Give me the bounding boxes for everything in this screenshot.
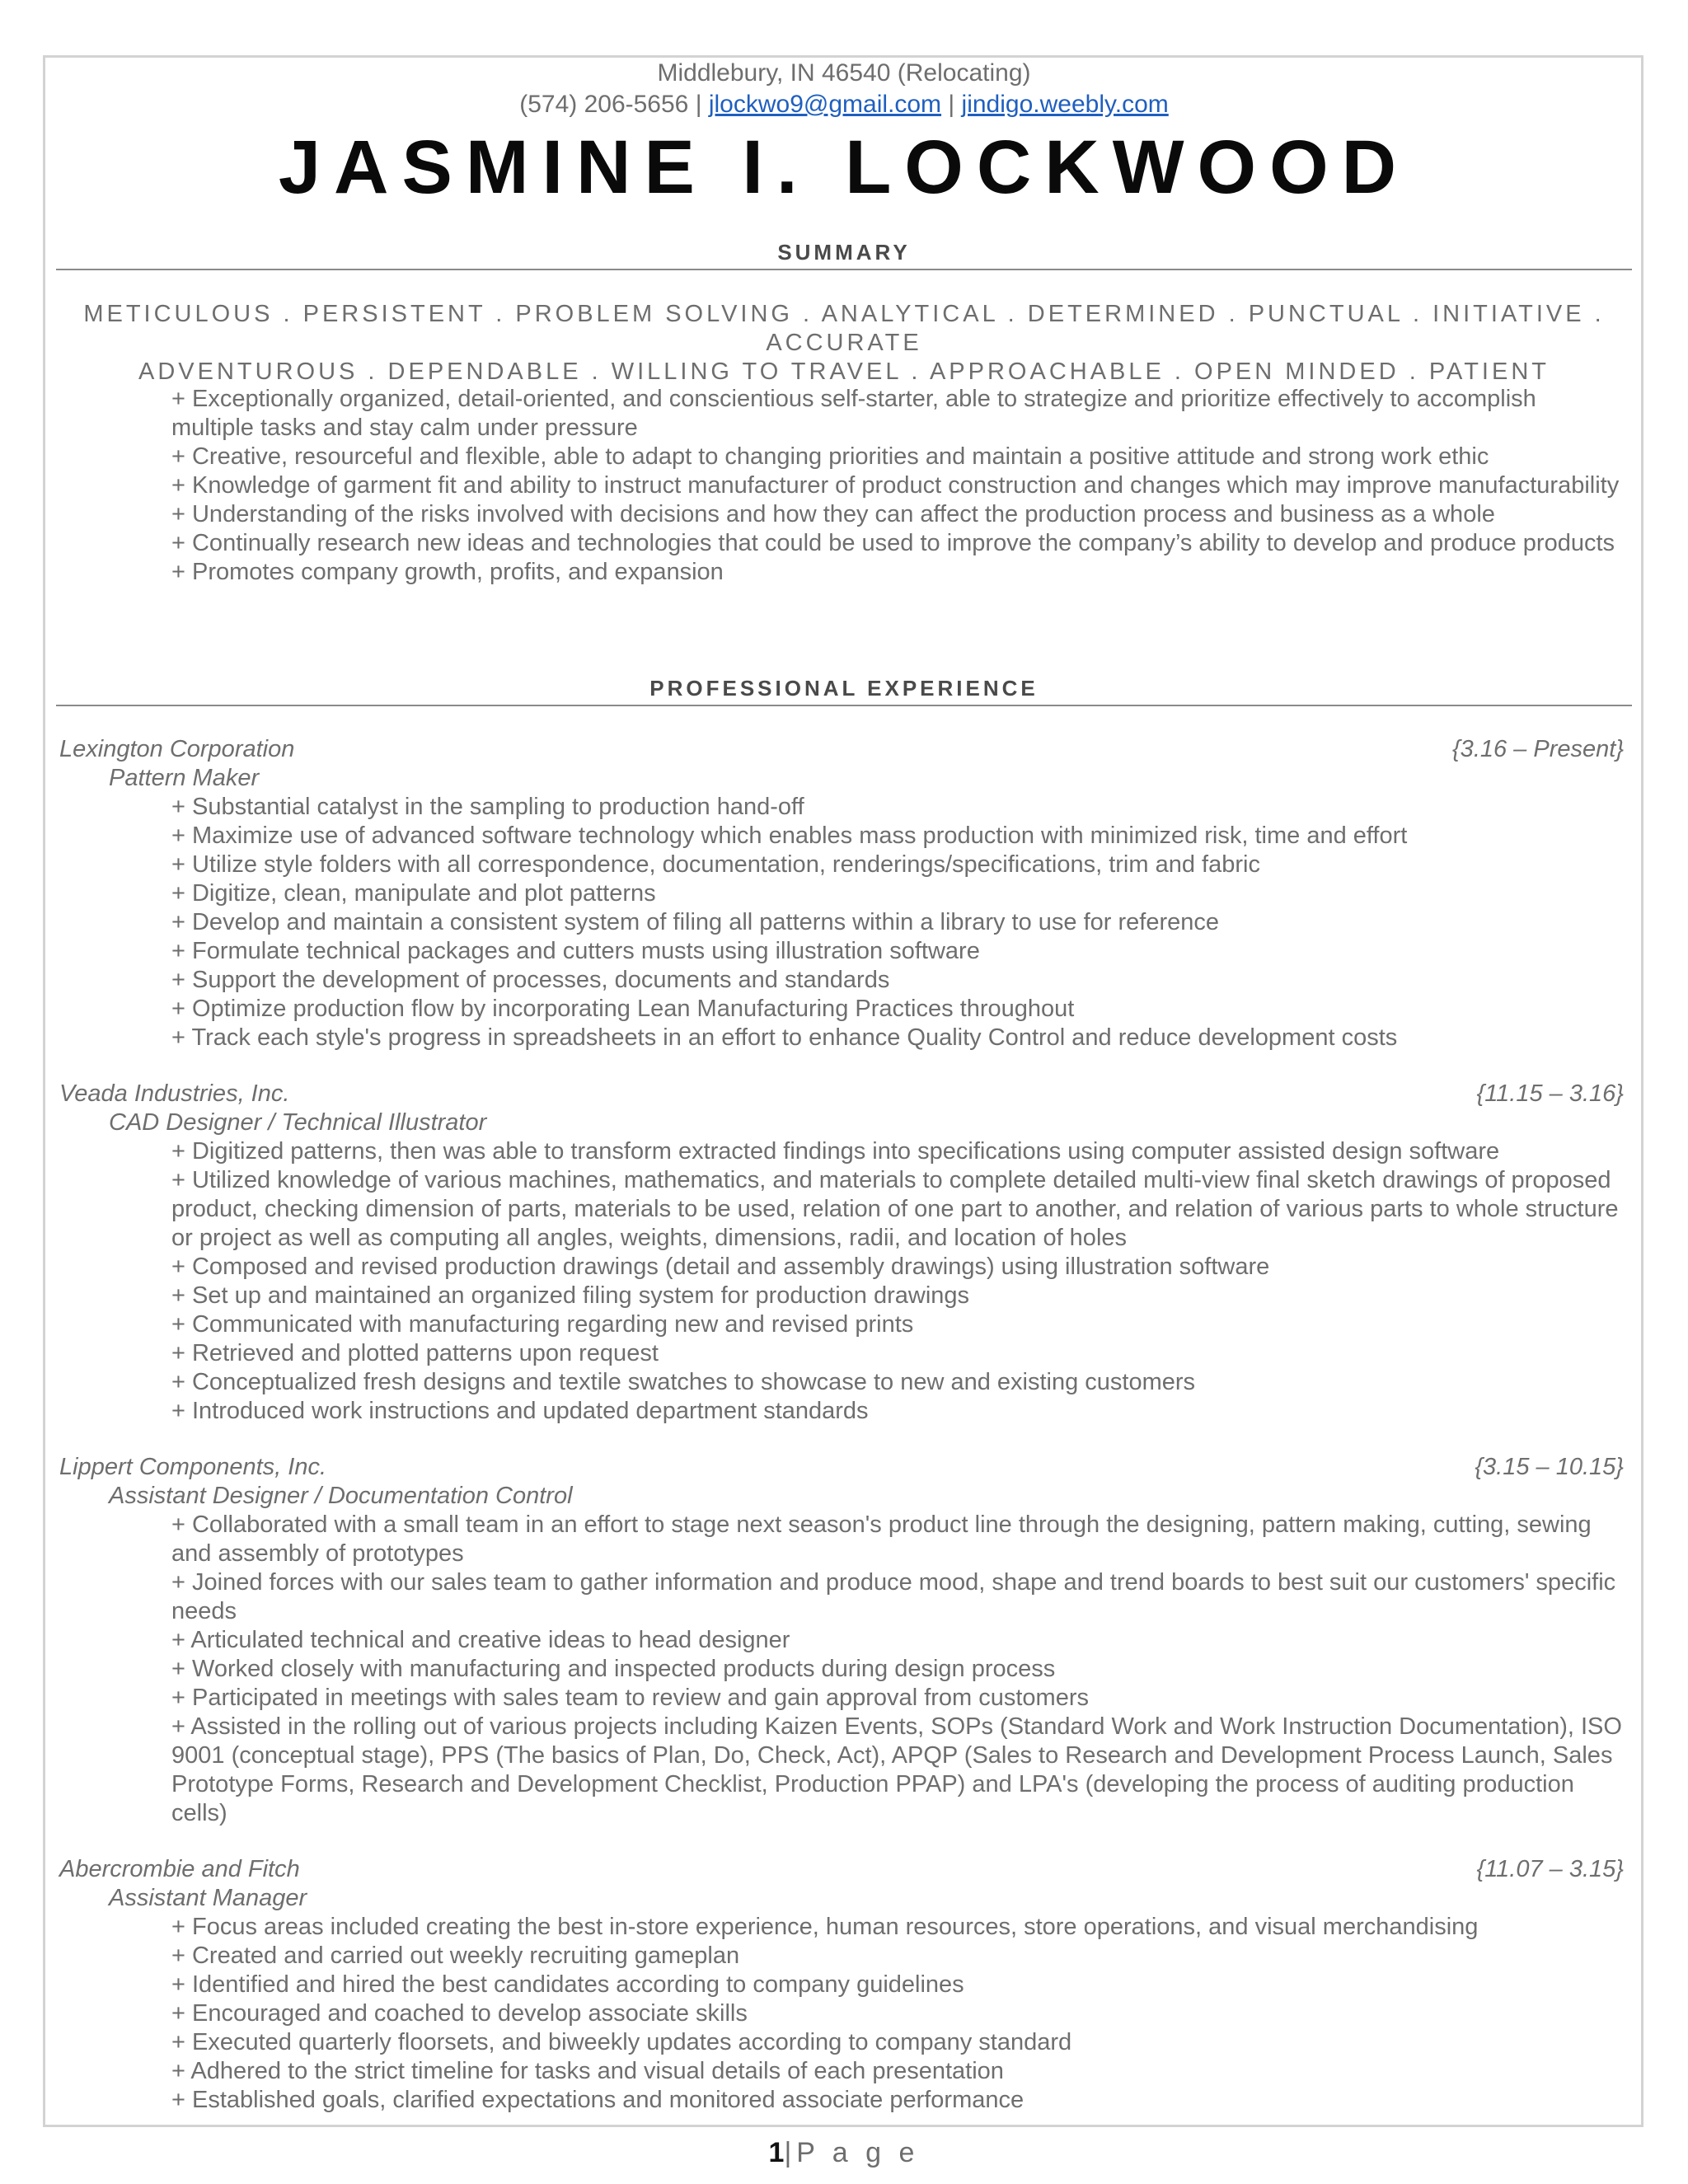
location-text: Middlebury, IN 46540 (Relocating) <box>657 59 1031 87</box>
list-item: + Participated in meetings with sales team to review and gain approval from customers <box>171 1685 1090 1711</box>
list-item: + Created and carried out weekly recruiting gameplan <box>171 1943 740 1969</box>
list-item: + Maximize use of advanced software technology which enables mass production with minimized risk, time and effort <box>171 823 1408 849</box>
company-name: Lippert Components, Inc. <box>59 1454 327 1480</box>
separator: | <box>948 91 955 118</box>
email-link[interactable]: jlockwo9@gmail.com <box>708 91 942 118</box>
list-item: + Introduced work instructions and updated department standards <box>171 1398 869 1424</box>
phone-text: (574) 206-5656 <box>519 91 689 118</box>
page-label: |P a g e <box>784 2137 920 2168</box>
list-item: + Support the development of processes, documents and standards <box>171 967 890 993</box>
job-title: Pattern Maker <box>109 765 260 791</box>
job-dates: {3.15 – 10.15} <box>1475 1454 1624 1480</box>
summary-heading: SUMMARY <box>56 237 1632 270</box>
list-item: + Exceptionally organized, detail-oriented, and conscientious self-starter, able to strategize and prioritize effectively to accomplish multiple tasks and stay calm under pressure <box>171 386 1536 441</box>
list-item: + Optimize production flow by incorporating Lean Manufacturing Practices throughout <box>171 996 1075 1022</box>
job-title: CAD Designer / Technical Illustrator <box>109 1109 487 1136</box>
job-dates: {11.15 – 3.16} <box>1476 1080 1624 1107</box>
contact-header <box>0 58 1688 120</box>
job-bullets <box>171 1913 1622 2115</box>
job-dates: {11.07 – 3.15} <box>1476 1856 1624 1882</box>
list-item: + Adhered to the strict timeline for tasks and visual details of each presentation <box>171 2058 1004 2084</box>
list-item: + Focus areas included creating the best in-store experience, human resources, store operations, and visual merchandising <box>171 1914 1479 1940</box>
experience-heading: PROFESSIONAL EXPERIENCE <box>56 673 1632 706</box>
list-item: + Track each style's progress in spreadsheets in an effort to enhance Quality Control and reduce development costs <box>171 1024 1398 1051</box>
job-header <box>59 1855 1624 1884</box>
list-item: + Collaborated with a small team in an effort to stage next season's product line through the designing, pattern making, cutting, sewing and assembly of prototypes <box>171 1511 1592 1567</box>
separator: | <box>695 91 702 118</box>
list-item: + Knowledge of garment fit and ability to instruct manufacturer of product construction and changes which may improve manufacturability <box>171 472 1620 499</box>
candidate-name: JASMINE I. LOCKWOOD <box>278 125 1410 209</box>
contact-line <box>0 89 1688 120</box>
company-name: Veada Industries, Inc. <box>59 1080 290 1107</box>
list-item: + Articulated technical and creative ideas to head designer <box>171 1627 790 1653</box>
list-item: + Understanding of the risks involved with decisions and how they can affect the production process and business as a whole <box>171 501 1495 527</box>
list-item: + Assisted in the rolling out of various projects including Kaizen Events, SOPs (Standard Work and Work Instruction Documentation), ISO 9001 (conceptual stage), PPS (The basics of Plan, Do, Check, Act), APQP (Sales to Research and Development Process Launch, Sales Prototype Forms, Research and Development Checklist, Production PPAP) and LPA's (developing the process of auditing production cells) <box>171 1713 1622 1826</box>
list-item: + Develop and maintain a consistent system of filing all patterns within a library to use for reference <box>171 909 1220 935</box>
list-item: + Digitize, clean, manipulate and plot patterns <box>171 880 656 907</box>
list-item: + Established goals, clarified expectations and monitored associate performance <box>171 2087 1025 2113</box>
job-header <box>59 1080 1624 1108</box>
list-item: + Continually research new ideas and technologies that could be used to improve the company’s ability to develop and produce products <box>171 530 1615 556</box>
list-item: + Utilize style folders with all correspondence, documentation, renderings/specifications, trim and fabric <box>171 851 1260 878</box>
list-item: + Substantial catalyst in the sampling to production hand-off <box>171 794 804 820</box>
traits-line: ADVENTUROUS . DEPENDABLE . WILLING TO TRAVEL . APPROACHABLE . OPEN MINDED . PATIENT <box>138 359 1550 385</box>
list-item: + Promotes company growth, profits, and expansion <box>171 559 724 585</box>
list-item: + Composed and revised production drawings (detail and assembly drawings) using illustration software <box>171 1254 1270 1280</box>
page-footer <box>0 2136 1688 2169</box>
list-item: + Identified and hired the best candidates according to company guidelines <box>171 1971 964 1998</box>
job-header <box>59 735 1624 764</box>
list-item: + Worked closely with manufacturing and inspected products during design process <box>171 1656 1056 1682</box>
list-item: + Creative, resourceful and flexible, able to adapt to changing priorities and maintain a positive attitude and strong work ethic <box>171 443 1489 470</box>
job-title: Assistant Designer / Documentation Control <box>109 1483 573 1509</box>
list-item: + Retrieved and plotted patterns upon request <box>171 1340 659 1366</box>
list-item: + Utilized knowledge of various machines, mathematics, and materials to complete detailed multi-view final sketch drawings of proposed product, checking dimension of parts, materials to be used, relation of one part to another, and relation of various parts to whole structure or project as well as computing all angles, weights, dimensions, radii, and location of holes <box>171 1167 1619 1251</box>
page-number: 1 <box>768 2137 785 2168</box>
job-header <box>59 1453 1624 1482</box>
company-name: Lexington Corporation <box>59 736 295 762</box>
traits-list <box>56 300 1632 387</box>
job-dates: {3.16 – Present} <box>1452 736 1624 762</box>
summary-bullets <box>171 385 1622 587</box>
job-bullets <box>171 793 1622 1052</box>
job-bullets <box>171 1511 1622 1828</box>
website-link[interactable]: jindigo.weebly.com <box>961 91 1169 118</box>
traits-line: METICULOUS . PERSISTENT . PROBLEM SOLVING . ANALYTICAL . DETERMINED . PUNCTUAL . INITIATIVE . ACCURATE <box>83 301 1605 356</box>
list-item: + Communicated with manufacturing regarding new and revised prints <box>171 1311 914 1338</box>
list-item: + Encouraged and coached to develop associate skills <box>171 2000 748 2027</box>
list-item: + Executed quarterly floorsets, and biweekly updates according to company standard <box>171 2029 1072 2055</box>
list-item: + Formulate technical packages and cutters musts using illustration software <box>171 938 980 964</box>
list-item: + Digitized patterns, then was able to transform extracted findings into specifications using computer assisted design software <box>171 1138 1500 1165</box>
list-item: + Set up and maintained an organized filing system for production drawings <box>171 1282 970 1309</box>
company-name: Abercrombie and Fitch <box>59 1856 300 1882</box>
list-item: + Conceptualized fresh designs and textile swatches to showcase to new and existing customers <box>171 1369 1196 1395</box>
job-title: Assistant Manager <box>109 1885 307 1911</box>
list-item: + Joined forces with our sales team to gather information and produce mood, shape and trend boards to best suit our customers' specific needs <box>171 1569 1616 1624</box>
job-bullets <box>171 1137 1622 1426</box>
